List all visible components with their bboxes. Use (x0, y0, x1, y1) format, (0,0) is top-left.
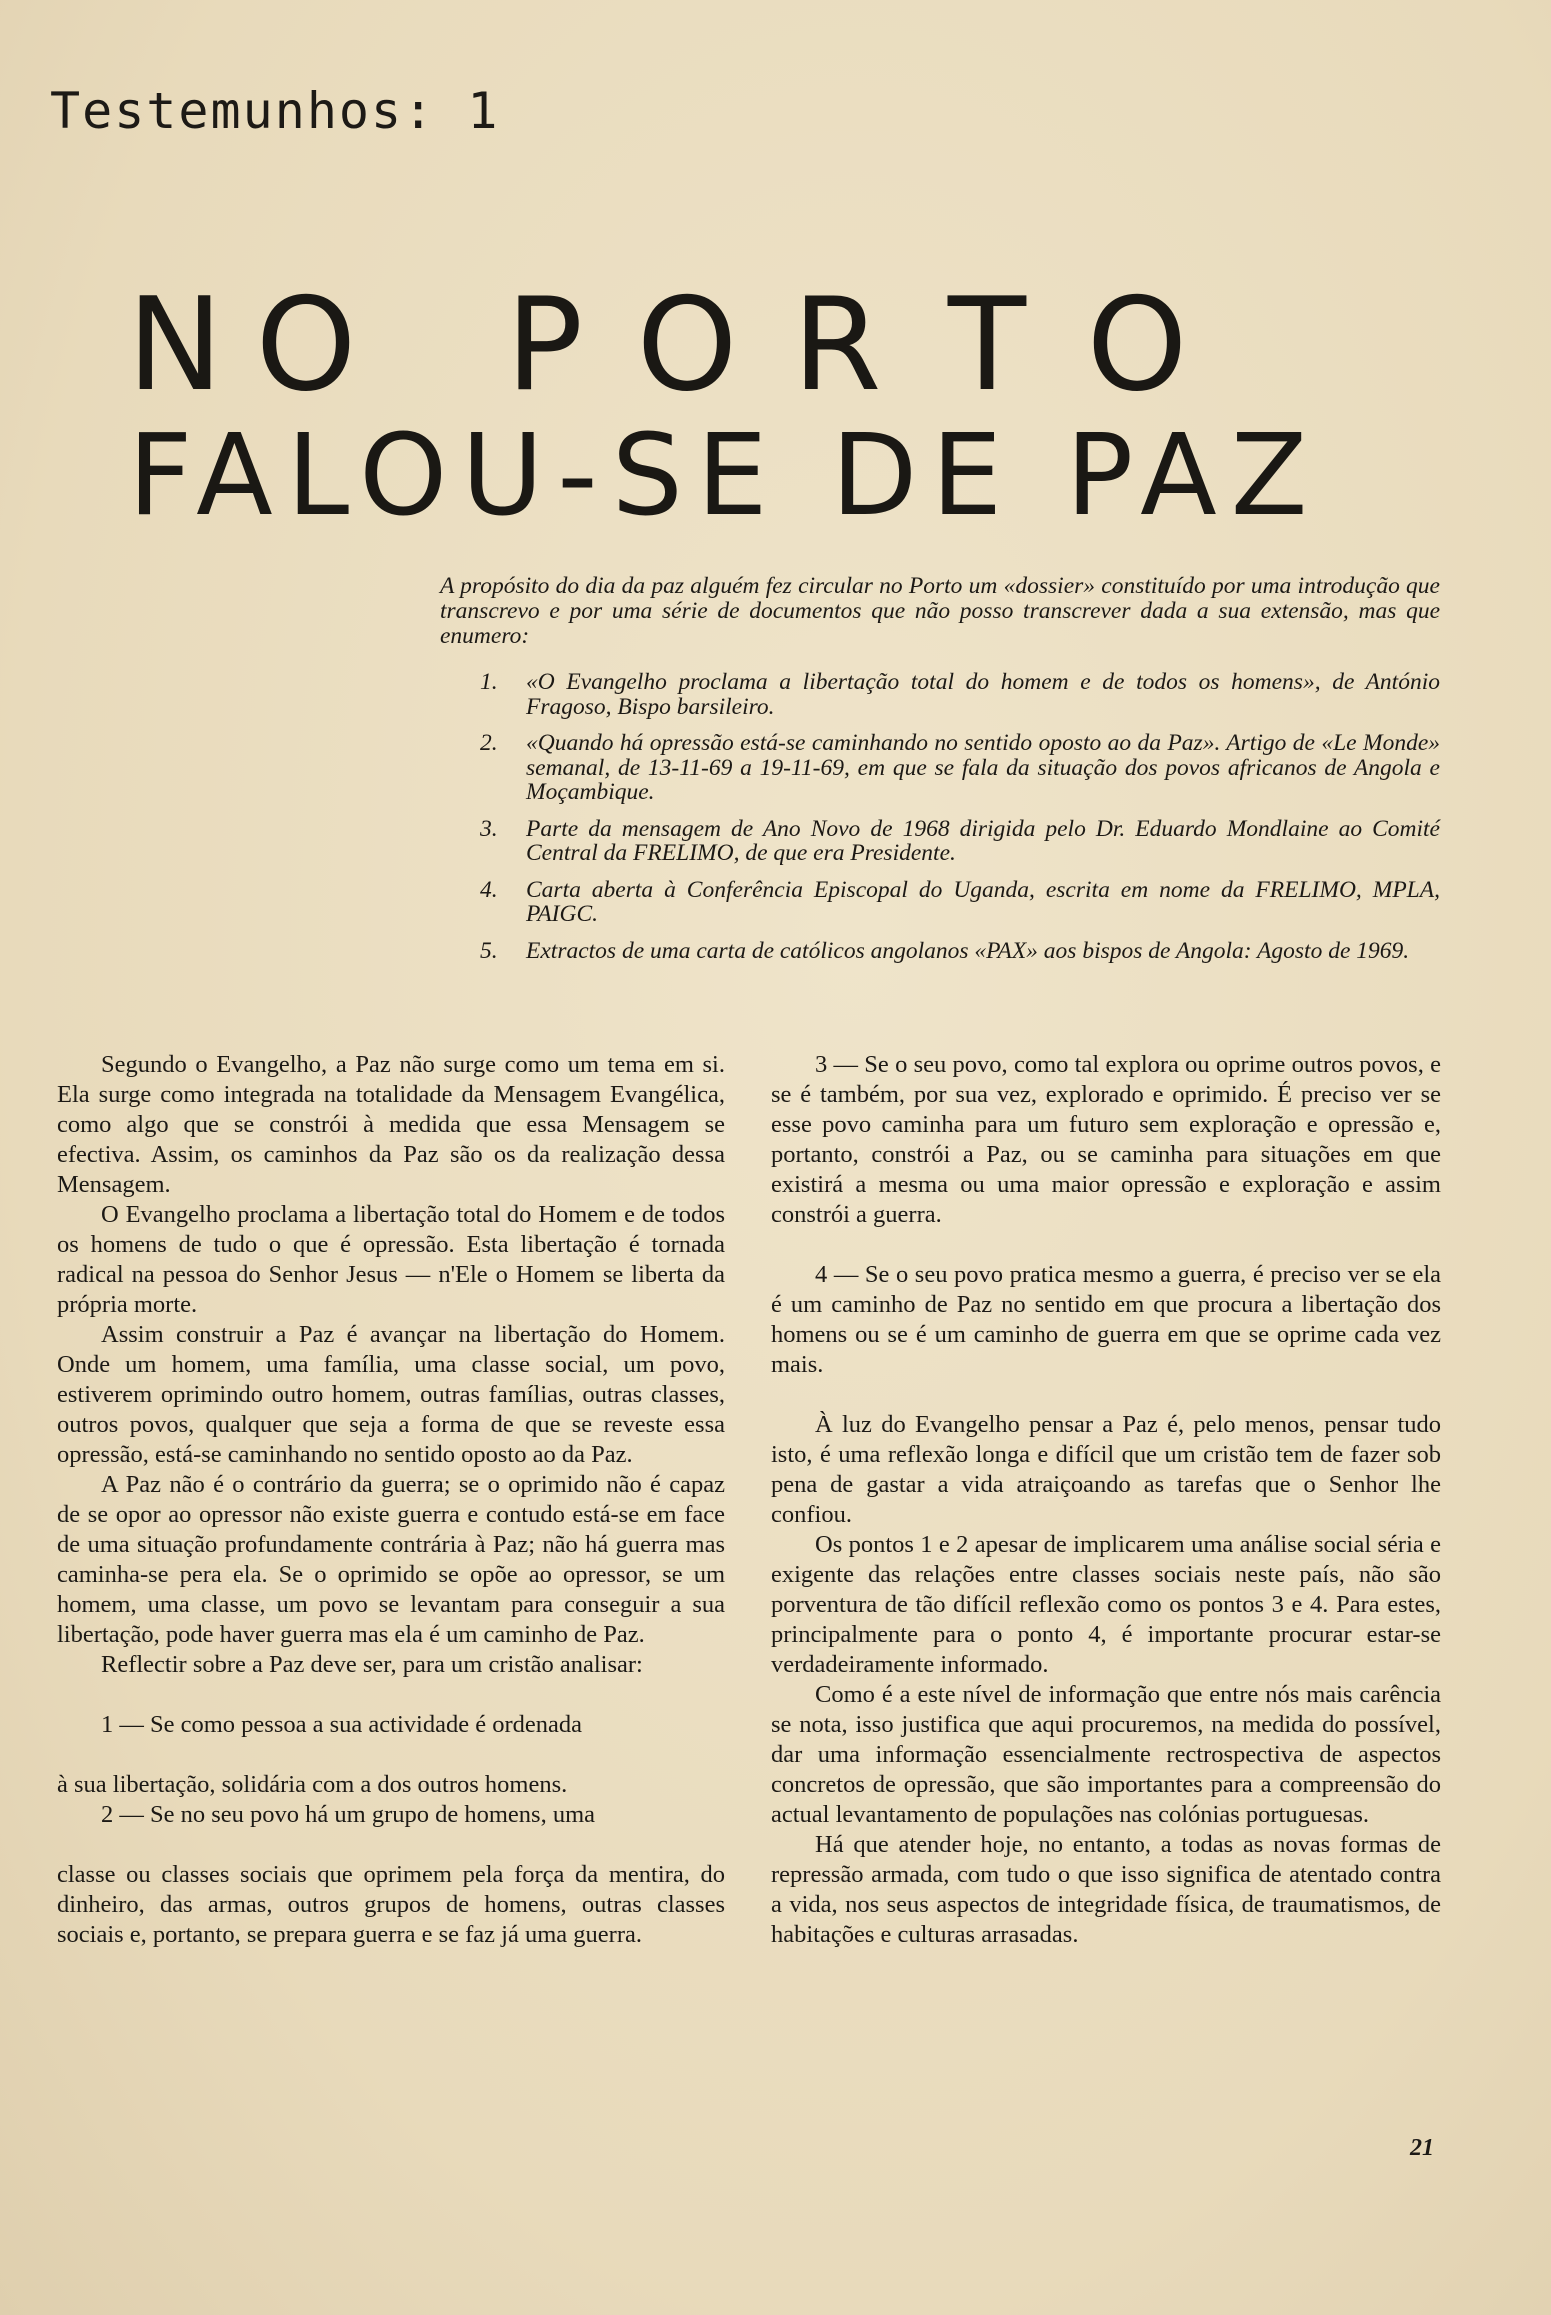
paragraph: Reflectir sobre a Paz deve ser, para um cristão analisar: (101, 1651, 643, 1678)
paragraph: 1 — Se como pessoa a sua actividade é ordenada (101, 1711, 582, 1738)
paragraph: Há que atender hoje, no entanto, a todas as novas formas de repressão armada, com tudo o que isso significa de atentado contra a vida, nos seus aspectos de integridade física, de traumatismos, de habitações e culturas arrasadas. (771, 1831, 1441, 1948)
title-letter: T (947, 271, 1027, 420)
paragraph: À luz do Evangelho pensar a Paz é, pelo menos, pensar tudo isto, é uma reflexão longa e difícil que um cristão tem de fazer sob pena de gastar a vida atraiçoando as tarefas que o Senhor lhe confiou. (771, 1411, 1441, 1528)
paragraph: 2 — Se no seu povo há um grupo de homens, uma (101, 1801, 596, 1828)
list-item: 3. Parte da mensagem de Ano Novo de 1968 dirigida pelo Dr. Eduardo Mondlaine ao Comité Central da FRELIMO, de que era Presidente. (480, 815, 1440, 866)
paragraph: A Paz não é o contrário da guerra; se o oprimido não é capaz de se opor ao opressor não existe guerra e contudo está-se em face de uma situação profundamente contrária à Paz; não há guerra mas caminha-se pera ela. Se o oprimido se opõe ao opressor, se um homem, uma classe, um povo se levantam para conseguir a sua libertação, pode haver guerra mas ela é um caminho de Paz. (57, 1471, 725, 1648)
body-column-left (57, 1050, 725, 1950)
title-letter: O (636, 271, 738, 420)
page-number: 21 (1410, 2135, 1434, 2161)
list-item: 2. «Quando há opressão está-se caminhando no sentido oposto ao da Paz». Artigo de «Le Monde» semanal, de 13-11-69 a 19-11-69, em que se fala da situação dos povos africanos de Angola e Moçambique. (480, 730, 1440, 805)
body-column-right (771, 1050, 1441, 1950)
series-label: Testemunhos: 1 (50, 82, 500, 140)
title-letter: O (255, 271, 357, 420)
document-list (480, 670, 1440, 975)
list-item: 1. «O Evangelho proclama a libertação total do homem e de todos os homens», de António Fragoso, Bispo barsileiro. (480, 669, 1440, 720)
title-letter: O (1086, 271, 1188, 420)
paragraph: Assim construir a Paz é avançar na libertação do Homem. Onde um homem, uma família, uma classe social, um povo, estiverem oprimindo outro homem, outras famílias, outras classes, outros povos, qualquer que seja a forma de que se reveste essa opressão, está-se caminhando no sentido oposto ao da Paz. (57, 1321, 725, 1468)
list-item: 5. Extractos de uma carta de católicos angolanos «PAX» aos bispos de Angola: Agosto de 1969. (480, 937, 1410, 964)
intro-paragraph: A propósito do dia da paz alguém fez circular no Porto um «dossier» constituído por uma introdução que transcrevo e por uma série de documentos que não posso transcrever dada a sua extensão, mas que enumero: (440, 573, 1440, 649)
paragraph: O Evangelho proclama a libertação total do Homem e de todos os homens de tudo o que é opressão. Esta libertação é tornada radical na pessoa do Senhor Jesus — n'Ele o Homem se liberta da própria morte. (57, 1201, 725, 1318)
paragraph: Os pontos 1 e 2 apesar de implicarem uma análise social séria e exigente das relações entre classes sociais neste país, não são porventura de tão difícil reflexão como os pontos 3 e 4. Para estes, principalmente para o ponto 4, é importante procurar estar-se verdadeiramente informado. (771, 1531, 1441, 1678)
title-letter: R (792, 271, 882, 420)
paragraph: classe ou classes sociais que oprimem pela força da mentira, do dinheiro, das armas, outros grupos de homens, outras classes sociais e, portanto, se prepara guerra e se faz já uma guerra. (57, 1861, 725, 1948)
paragraph: 4 — Se o seu povo pratica mesmo a guerra, é preciso ver se ela é um caminho de Paz no sentido em que procura a libertação dos homens ou se é um caminho de guerra em que se oprime cada vez mais. (771, 1261, 1441, 1378)
paragraph: Como é a este nível de informação que entre nós mais carência se nota, isso justifica que aqui procuremos, na medida do possível, dar uma informação essencialmente rectrospectiva de aspectos concretos de opressão, que são importantes para a compreensão do actual levantamento de populações nas colónias portuguesas. (771, 1681, 1441, 1828)
title-line-1 (120, 271, 1360, 420)
paragraph: 3 — Se o seu povo, como tal explora ou oprime outros povos, e se é também, por sua vez, explorado e oprimido. É preciso ver se esse povo caminha para um futuro sem exploração e opressão e, portanto, constrói a Paz, ou se caminha para situações em que existirá a mesma ou uma maior opressão e exploração e assim constrói a guerra. (771, 1051, 1441, 1228)
list-item: 4. Carta aberta à Conferência Episcopal do Uganda, escrita em nome da FRELIMO, MPLA, PAIGC. (480, 876, 1440, 927)
title-letter: N (127, 271, 223, 420)
title-line-2: FALOU-SE DE PAZ (128, 411, 1322, 541)
paragraph: à sua libertação, solidária com a dos outros homens. (57, 1771, 568, 1798)
title-letter: P (505, 271, 584, 420)
paragraph: Segundo o Evangelho, a Paz não surge como um tema em si. Ela surge como integrada na totalidade da Mensagem Evangélica, como algo que se constrói à medida que essa Mensagem se efectiva. Assim, os caminhos da Paz são os da realização dessa Mensagem. (57, 1051, 725, 1198)
